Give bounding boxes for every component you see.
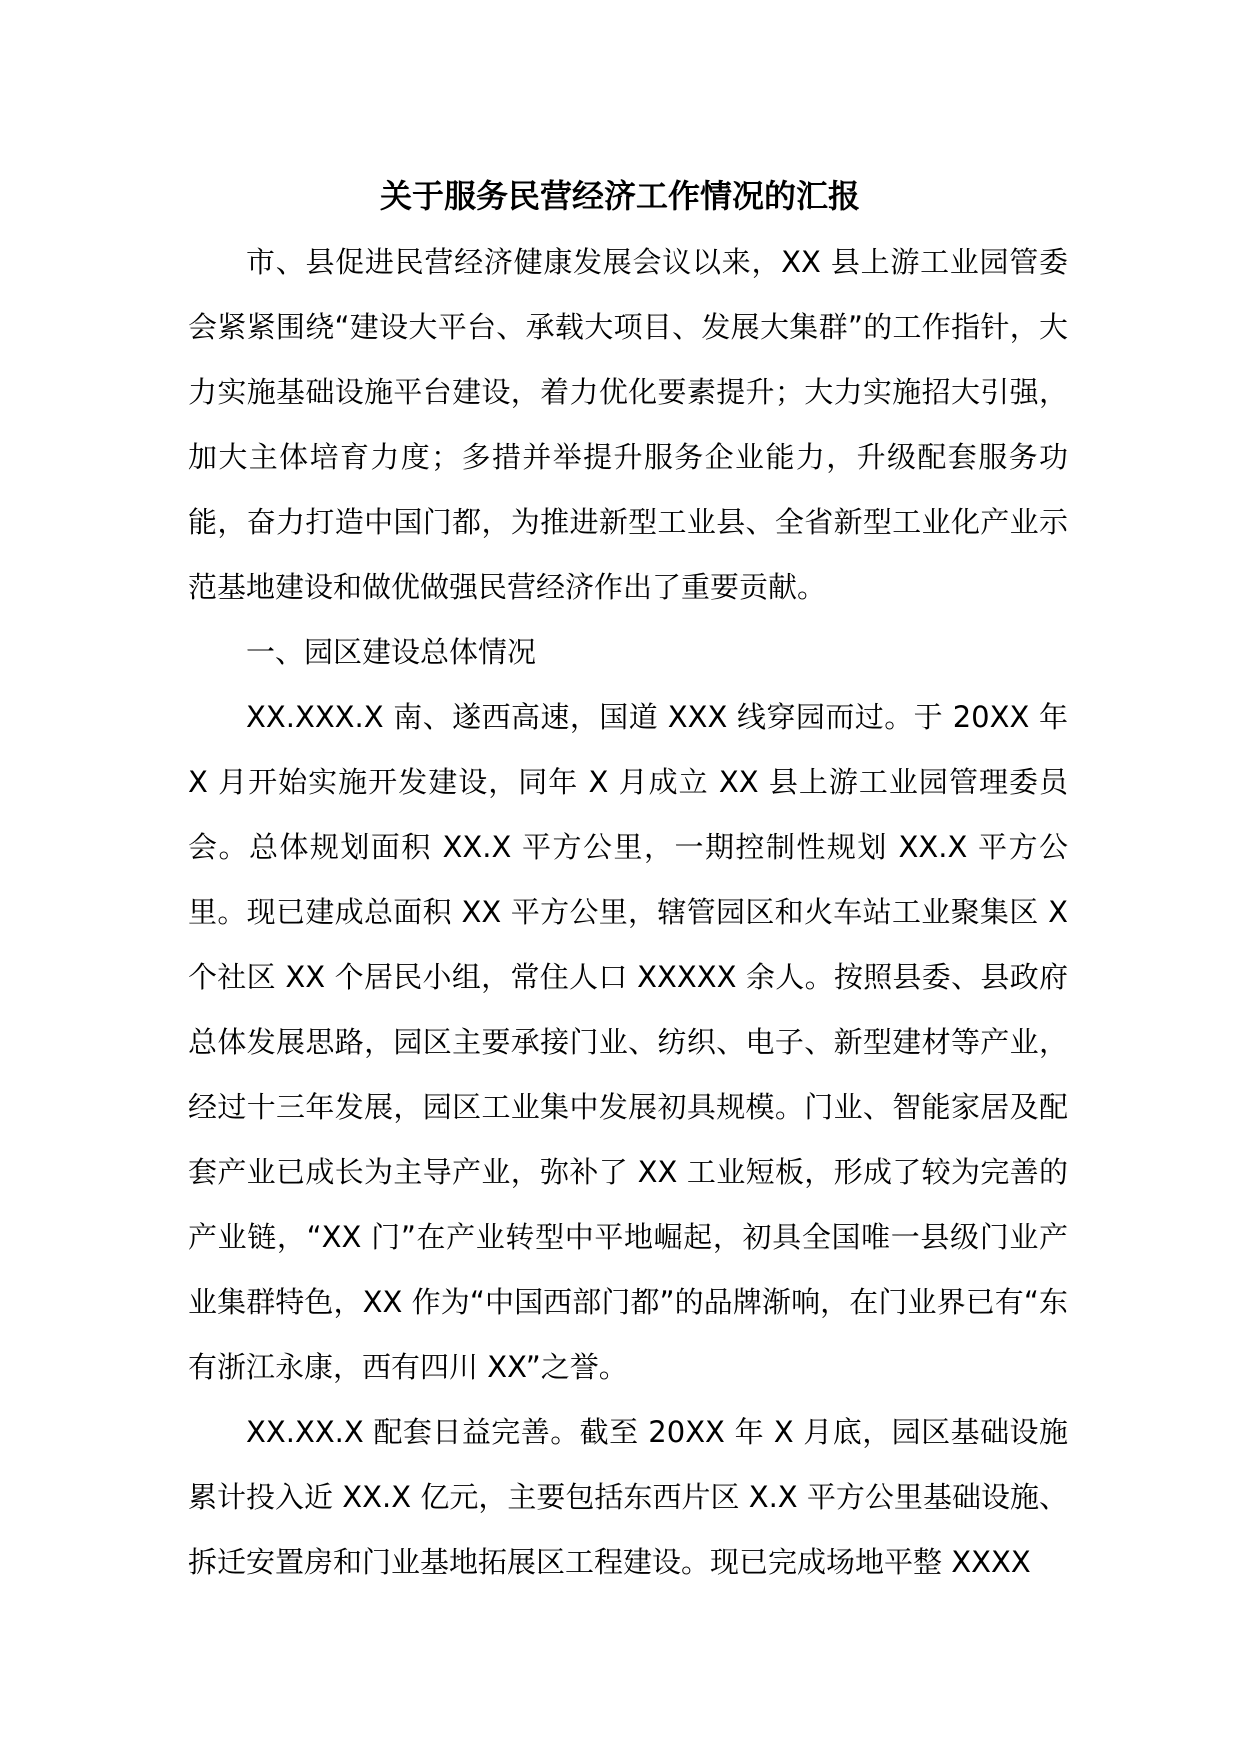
section-heading-1: 一、园区建设总体情况 bbox=[246, 635, 537, 669]
document-title: 关于服务民营经济工作情况的汇报 bbox=[379, 177, 860, 215]
paragraph-intro: 市、县促进民营经济健康发展会议以来，XX 县上游工业园管委会紧紧围绕“建设大平台、承载大项目、发展大集群”的工作指针，大力实施基础设施平台建设，着力优化要素提升；大力实施招大引强，加大主体培育力度；多措并举提升服务企业能力，升级配套服务功能，奋力打造中国门都，为推进新型工业县、全省新型工业化产业示范基地建设和做优做强民营经济作出了重要贡献。 bbox=[188, 245, 1068, 604]
paragraph-park-overview: XX.XXX.X 南、遂西高速，国道 XXX 线穿园而过。于 20XX 年 X 月开始实施开发建设，同年 X 月成立 XX 县上游工业园管理委员会。总体规划面积 XX.X 平方公里，一期控制性规划 XX.X 平方公里。现已建成总面积 XX 平方公里，辖管园区和火车站工业聚集区 X 个社区 XX 个居民小组，常住人口 XXXXX 余人。按照县委、县政府总体发展思路，园区主要承接门业、纺织、电子、新型建材等产业，经过十三年发展，园区工业集中发展初具规模。门业、智能家居及配套产业已成长为主导产业，弥补了 XX 工业短板，形成了较为完善的产业链，“XX 门”在产业转型中平地崛起，初具全国唯一县级门业产业集群特色，XX 作为“中国西部门都”的品牌渐响，在门业界已有“东有浙江永康，西有四川 XX”之誉。 bbox=[188, 700, 1068, 1384]
document-body bbox=[188, 230, 1068, 1595]
paragraph-infrastructure: XX.XX.X 配套日益完善。截至 20XX 年 X 月底，园区基础设施累计投入近 XX.X 亿元，主要包括东西片区 X.X 平方公里基础设施、拆迁安置房和门业基地拓展区工程建设。现已完成场地平整 XXXX bbox=[188, 1415, 1068, 1579]
